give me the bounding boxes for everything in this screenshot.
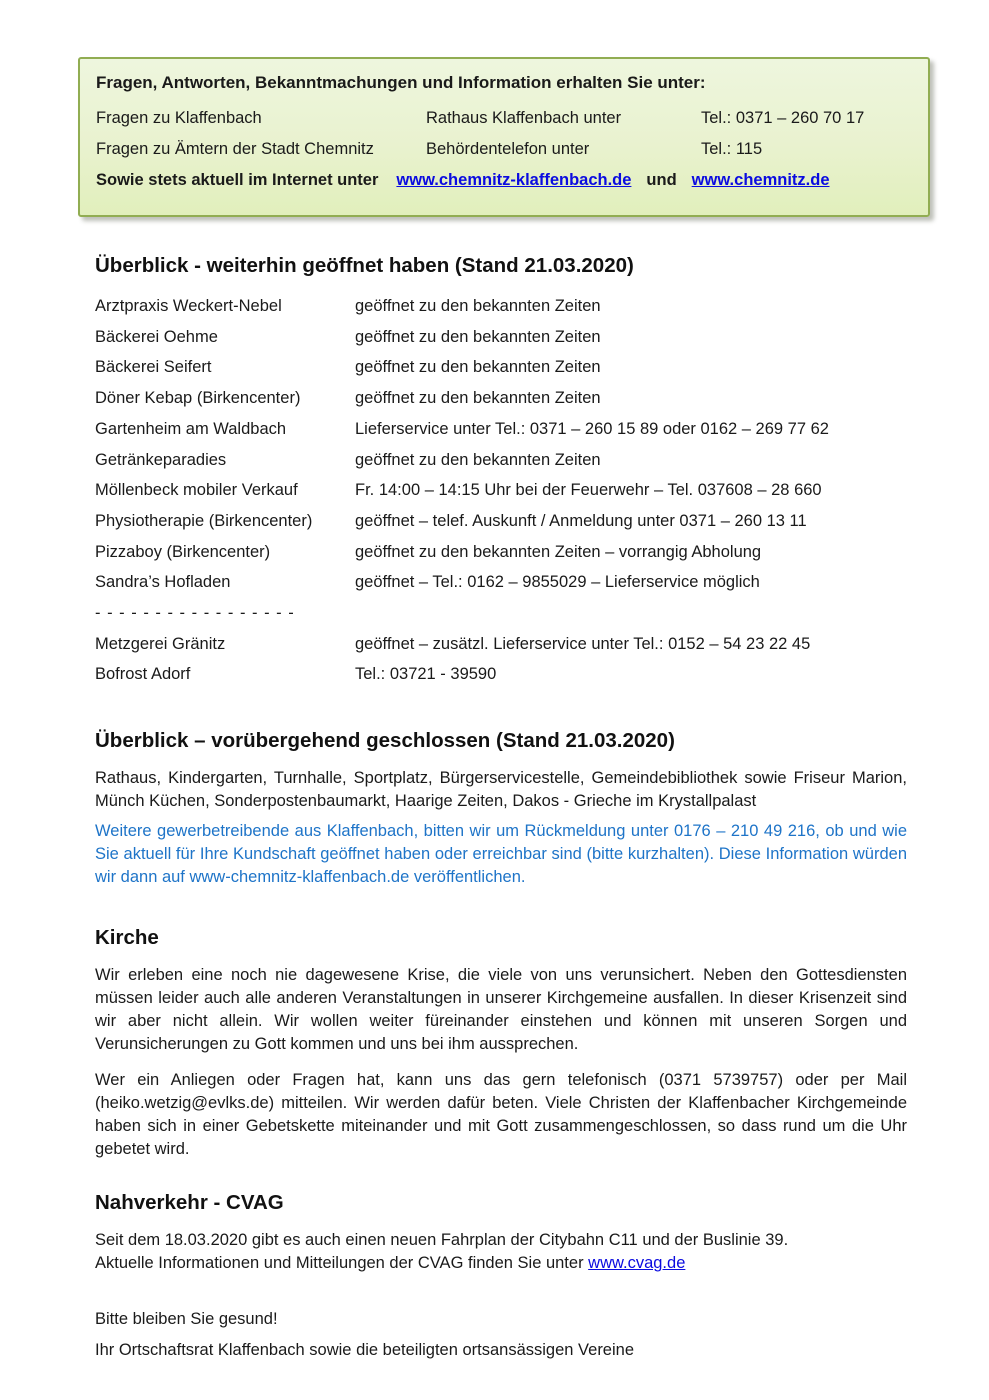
business-name: Physiotherapie (Birkencenter) (95, 511, 313, 530)
business-name: Bäckerei Seifert (95, 358, 212, 377)
stay-healthy-text: Bitte bleiben Sie gesund! (95, 1310, 278, 1329)
newsletter-body (95, 0, 907, 1360)
business-name: Bofrost Adorf (95, 665, 191, 684)
section-heading-kirche: Kirche (95, 926, 159, 950)
list-item (95, 659, 907, 690)
business-status: Lieferservice unter Tel.: 0371 – 260 15 89 oder 0162 – 269 77 62 (355, 419, 829, 438)
internet-note-label: Sowie stets aktuell im Internet unter (96, 171, 379, 189)
contact-topic: Fragen zu Ämtern der Stadt Chemnitz (96, 139, 374, 158)
list-item (95, 567, 907, 598)
business-status: geöffnet – zusätzl. Lieferservice unter Tel.: 0152 – 54 23 22 45 (355, 634, 811, 653)
list-item (95, 352, 907, 383)
business-status: Fr. 14:00 – 14:15 Uhr bei der Feuerwehr – Tel. 037608 – 28 660 (355, 481, 822, 500)
list-item (95, 414, 907, 445)
contact-place: Rathaus Klaffenbach unter (426, 109, 622, 127)
feedback-notice-text: Weitere gewerbetreibende aus Klaffenbach, bitten wir um Rückmeldung unter 0176 – 210 49 216, ob und wie Sie aktuell für Ihre Kundschaft geöffnet haben oder erreichbar sind (bitte kurzhalten). Diese Information würden wir dann auf www-chemnitz-klaffenbach.de veröffentlichen. (95, 822, 907, 887)
list-item (95, 383, 907, 414)
list-item (95, 445, 907, 476)
open-business-list (95, 291, 907, 598)
business-name: Döner Kebap (Birkencenter) (95, 389, 301, 408)
link-chemnitz[interactable]: www.chemnitz.de (691, 171, 830, 189)
link-chemnitz-klaffenbach[interactable]: www.chemnitz-klaffenbach.de (396, 171, 632, 189)
section-heading-open: Überblick - weiterhin geöffnet haben (Stand 21.03.2020) (95, 254, 634, 277)
business-name: Metzgerei Gränitz (95, 634, 226, 653)
business-status: geöffnet – Tel.: 0162 – 9855029 – Lieferservice möglich (355, 573, 760, 592)
business-status: geöffnet – telef. Auskunft / Anmeldung unter 0371 – 260 13 11 (355, 511, 807, 530)
closed-businesses-text: Rathaus, Kindergarten, Turnhalle, Sportplatz, Bürgerservicestelle, Gemeindebibliothek sowie Friseur Marion, Münch Küchen, Sonderpostenbaumarkt, Haarige Zeiten, Dakos - Grieche im Krystallpalast (95, 769, 907, 811)
business-name: Arztpraxis Weckert-Nebel (95, 297, 282, 315)
business-name: Getränkeparadies (95, 450, 227, 469)
business-status: geöffnet zu den bekannten Zeiten (355, 327, 601, 346)
link-cvag[interactable]: www.cvag.de (588, 1254, 686, 1273)
list-item (95, 322, 907, 353)
section-heading-nahverkehr: Nahverkehr - CVAG (95, 1191, 284, 1215)
list-item (95, 629, 907, 660)
business-name: Pizzaboy (Birkencenter) (95, 542, 271, 561)
business-name: Bäckerei Oehme (95, 327, 218, 346)
kirche-paragraph-1: Wir erleben eine noch nie dagewesene Krise, die viele von uns verunsichert. Neben den Gottesdiensten müssen leider auch alle anderen Veranstaltungen in unserer Kirchgemeine ausfallen. In dieser Krisenzeit sind wir aber nicht allein. Wir wollen weiter füreinander einstehen und können mit unseren Sorgen und Verunsicherungen zu Gott kommen und uns bei ihm aussprechen. (95, 966, 907, 1054)
conjunction-label: und (646, 171, 677, 189)
list-item (95, 475, 907, 506)
nahverkehr-line2: Aktuelle Informationen und Mitteilungen der CVAG finden Sie unter (95, 1254, 589, 1273)
kirche-paragraph-2: Wer ein Anliegen oder Fragen hat, kann uns das gern telefonisch (0371 5739757) oder per Mail (heiko.wetzig@evlks.de) mitteilen. Wir werden dafür beten. Viele Christen der Klaffenbacher Kirchgemeinde haben sich in einer Gebetskette miteinander und mit Gott zusammengeschlossen, so dass rund um die Uhr gebetet wird. (95, 1071, 907, 1159)
business-name: Möllenbeck mobiler Verkauf (95, 481, 298, 500)
section-heading-closed: Überblick – vorübergehend geschlossen (Stand 21.03.2020) (95, 729, 675, 753)
info-box-title: Fragen, Antworten, Bekanntmachungen und Information erhalten Sie unter: (96, 73, 706, 92)
additional-business-list (95, 629, 907, 690)
business-name: Sandra’s Hofladen (95, 573, 231, 592)
business-status: geöffnet zu den bekannten Zeiten (355, 389, 601, 408)
business-status: geöffnet zu den bekannten Zeiten (355, 297, 601, 315)
business-name: Gartenheim am Waldbach (95, 419, 287, 438)
contact-place: Behördentelefon unter (426, 139, 590, 158)
list-item (95, 506, 907, 537)
dashed-separator: - - - - - - - - - - - - - - - - - (95, 604, 295, 623)
signature-text: Ihr Ortschaftsrat Klaffenbach sowie die beteiligten ortsansässigen Vereine (95, 1341, 635, 1360)
contact-topic: Fragen zu Klaffenbach (96, 109, 262, 127)
business-status: geöffnet zu den bekannten Zeiten (355, 450, 601, 469)
contact-phone: Tel.: 0371 – 260 70 17 (701, 109, 865, 127)
list-item (95, 537, 907, 568)
business-status: geöffnet zu den bekannten Zeiten (355, 358, 601, 377)
contact-phone: Tel.: 115 (701, 139, 763, 158)
business-status: Tel.: 03721 - 39590 (355, 665, 497, 684)
list-item (95, 291, 907, 322)
nahverkehr-paragraph (95, 1229, 907, 1275)
nahverkehr-line1: Seit dem 18.03.2020 gibt es auch einen neuen Fahrplan der Citybahn C11 und der Buslinie 39. (95, 1231, 789, 1250)
business-status: geöffnet zu den bekannten Zeiten – vorrangig Abholung (355, 542, 762, 561)
